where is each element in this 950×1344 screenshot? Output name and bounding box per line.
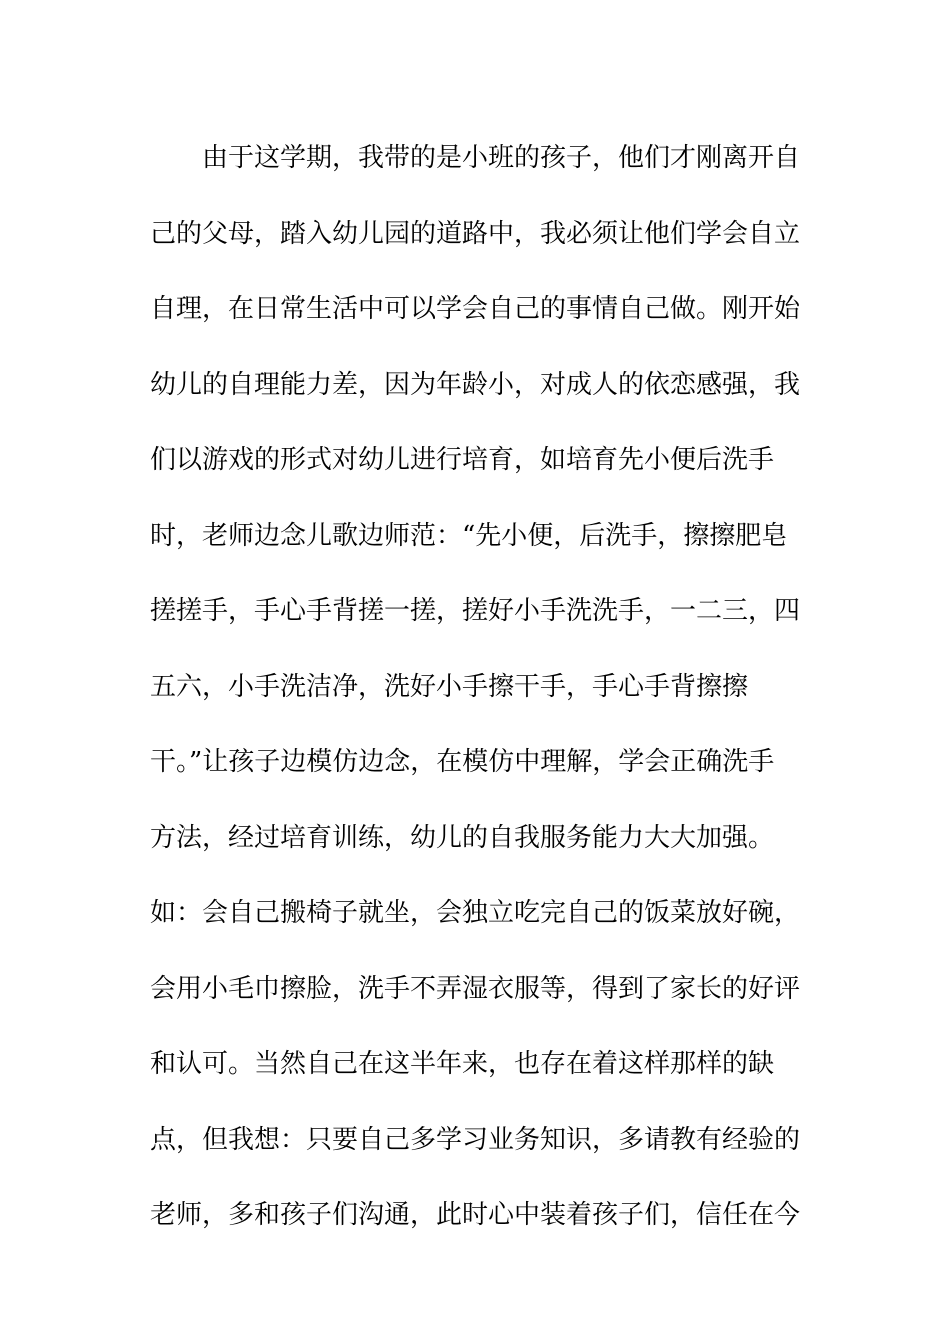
text-line-2: 己的父母，踏入幼儿园的道路中，我必须让他们学会自立 xyxy=(150,218,800,249)
text-line-9: 干。”让孩子边模仿边念，在模仿中理解，学会正确洗手 xyxy=(150,747,775,777)
text-line-13: 和认可。当然自己在这半年来，也存在着这样那样的缺 xyxy=(150,1049,775,1079)
text-line-4: 幼儿的自理能力差，因为年龄小，对成人的依恋感强，我 xyxy=(150,369,800,400)
text-line-10: 方法，经过培育训练，幼儿的自我服务能力大大加强。 xyxy=(150,822,775,853)
text-line-11: 如：会自己搬椅子就坐，会独立吃完自己的饭菜放好碗， xyxy=(150,898,800,928)
text-line-1: 由于这学期，我带的是小班的孩子，他们才刚离开自 xyxy=(150,143,800,173)
text-line-12: 会用小毛巾擦脸，洗手不弄湿衣服等，得到了家长的好评 xyxy=(150,973,800,1004)
text-line-6: 时，老师边念儿歌边师范：“先小便，后洗手，擦擦肥皂 xyxy=(150,520,788,551)
text-line-15: 老师，多和孩子们沟通，此时心中装着孩子们，信任在今 xyxy=(150,1200,800,1230)
text-line-5: 们以游戏的形式对幼儿进行培育，如培育先小便后洗手 xyxy=(150,445,775,475)
text-line-7: 搓搓手，手心手背搓一搓，搓好小手洗洗手，一二三，四 xyxy=(150,596,800,626)
text-line-14: 点，但我想：只要自己多学习业务知识，多请教有经验的 xyxy=(150,1124,800,1155)
text-line-8: 五六，小手洗洁净，洗好小手擦干手，手心手背擦擦 xyxy=(150,671,749,702)
body-paragraph xyxy=(150,128,800,1261)
text-line-3: 自理，在日常生活中可以学会自己的事情自己做。刚开始 xyxy=(150,294,800,324)
